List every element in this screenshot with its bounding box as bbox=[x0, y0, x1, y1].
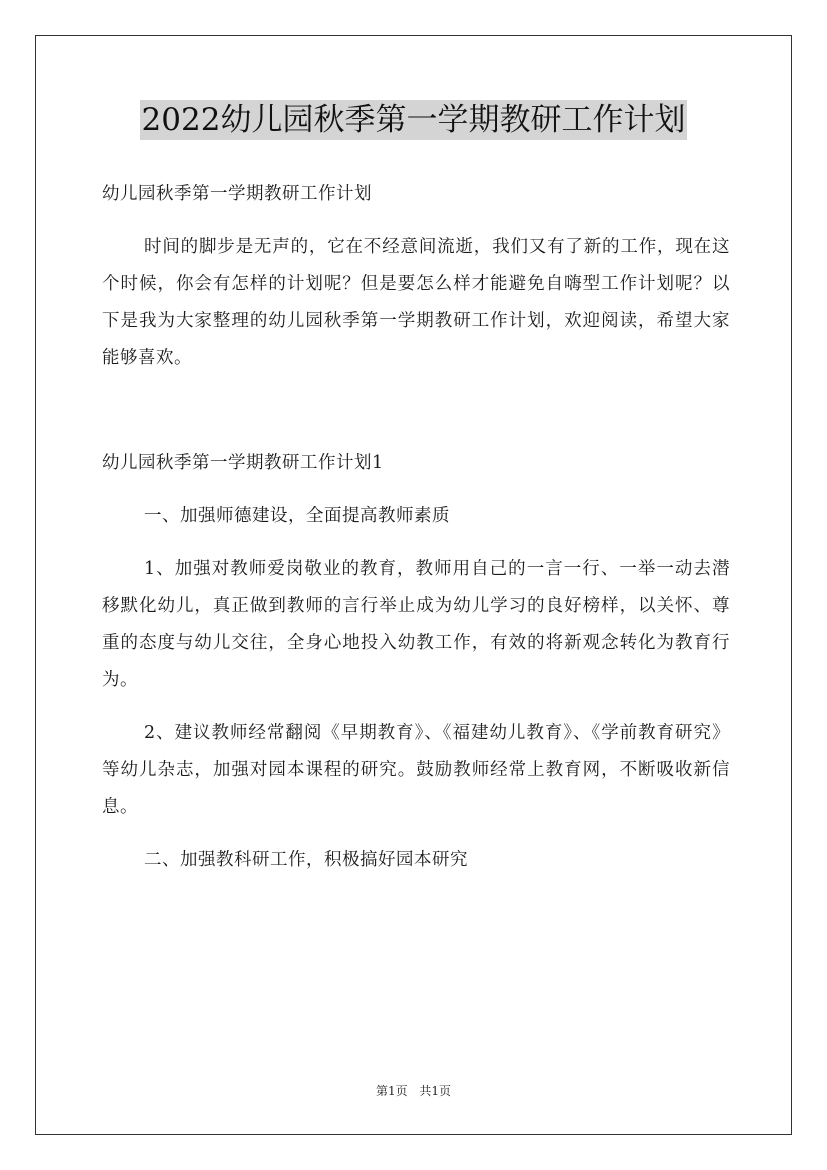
document-title: 2022幼儿园秋季第一学期教研工作计划 bbox=[141, 102, 686, 138]
part-heading-2: 二、加强教科研工作，积极搞好园本研究 bbox=[144, 850, 468, 870]
item-paragraph-1: 1、加强对教师爱岗敬业的教育，教师用自己的一言一行、一举一动去潜移默化幼儿，真正做到教师的言行举止成为幼儿学习的良好榜样，以关怀、尊重的态度与幼儿交往，全身心地投入幼教工作，有效的将新观念转化为教育行为。 bbox=[102, 559, 730, 690]
page-total: 共1页 bbox=[419, 1084, 452, 1098]
document-body bbox=[102, 176, 730, 895]
item-paragraph-2: 2、建议教师经常翻阅《早期教育》、《福建幼儿教育》、《学前教育研究》等幼儿杂志，加强对园本课程的研究。鼓励教师经常上教育网，不断吸收新信息。 bbox=[102, 723, 730, 817]
page-number: 第1页 bbox=[375, 1084, 408, 1098]
document-subtitle: 幼儿园秋季第一学期教研工作计划 bbox=[102, 184, 372, 204]
part-heading-1: 一、加强师德建设，全面提高教师素质 bbox=[144, 506, 450, 526]
page-footer bbox=[0, 1082, 827, 1099]
section-heading: 幼儿园秋季第一学期教研工作计划1 bbox=[102, 453, 384, 473]
title-container bbox=[0, 100, 827, 140]
intro-paragraph: 时间的脚步是无声的，它在不经意间流逝，我们又有了新的工作，现在这个时候，你会有怎样的计划呢？但是要怎么样才能避免自嗨型工作计划呢？以下是我为大家整理的幼儿园秋季第一学期教研工作计划，欢迎阅读，希望大家能够喜欢。 bbox=[102, 237, 730, 368]
